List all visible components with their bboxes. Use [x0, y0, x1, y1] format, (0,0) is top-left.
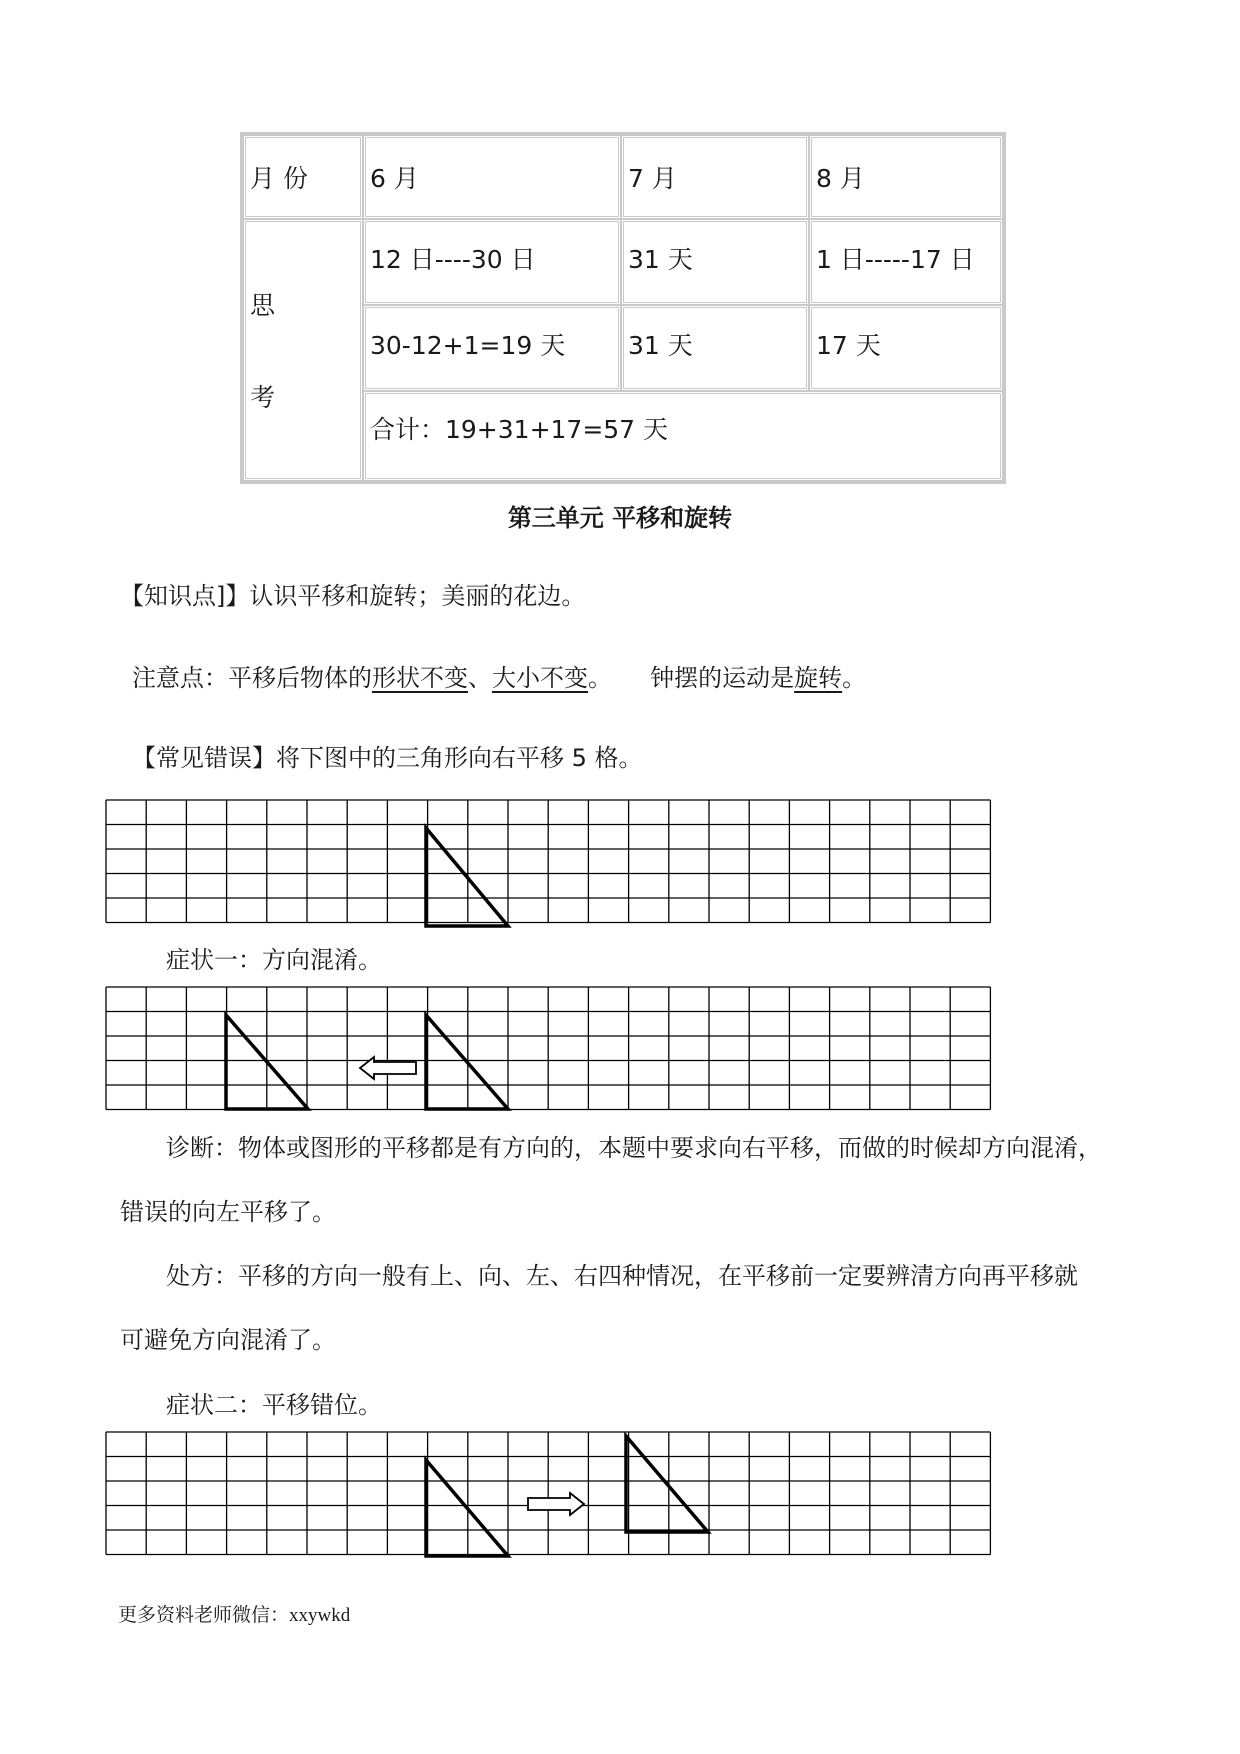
section-title: 第三单元 平移和旋转: [507, 504, 733, 532]
table-header-cell: [363, 135, 621, 219]
grid-lines: [106, 1432, 990, 1555]
triangle-shape: [626, 1436, 708, 1532]
header-label-month: 月 份: [250, 164, 308, 193]
table-cell: [621, 219, 809, 305]
note-prefix: 注意点：平移后物体的: [132, 664, 372, 692]
note-underlined-size: 大小不变: [492, 664, 588, 692]
table-total-cell: [363, 391, 1003, 481]
days-june: 30-12+1=19 天: [370, 331, 566, 360]
month-table: [240, 132, 1006, 484]
prescription-line-1: 处方：平移的方向一般有上、向、左、右四种情况，在平移前一定要辨清方向再平移就: [166, 1262, 1078, 1290]
row-label-char: 考: [250, 383, 276, 412]
table-cell: [363, 219, 621, 305]
grid-symptom-two: [106, 1432, 992, 1562]
table-cell: [363, 305, 621, 391]
grid-symptom-one: [106, 987, 992, 1117]
diagnosis-line-2: 错误的向左平移了。: [120, 1198, 336, 1226]
header-label-august: 8 月: [816, 164, 865, 193]
note-separator: 、: [468, 664, 492, 692]
table-cell: [809, 305, 1003, 391]
total-days: 合计：19+31+17=57 天: [370, 415, 669, 444]
table-header-cell: [243, 135, 363, 219]
grid-lines: [106, 987, 990, 1110]
symptom-two: 症状二：平移错位。: [166, 1391, 382, 1419]
diagnosis-line-1: 诊断：物体或图形的平移都是有方向的，本题中要求向右平移，而做的时候却方向混淆，: [166, 1134, 1102, 1162]
grid-original-triangle: [106, 800, 992, 930]
note-underlined-rotation: 旋转: [794, 664, 843, 692]
table-cell: [621, 305, 809, 391]
range-july: 31 天: [628, 245, 693, 274]
note-line: [132, 658, 866, 693]
header-label-june: 6 月: [370, 164, 419, 193]
triangle-shape: [426, 1460, 508, 1556]
symptom-one: 症状一：方向混淆。: [166, 946, 382, 974]
table-header-cell: [809, 135, 1003, 219]
prescription-line-2: 可避免方向混淆了。: [120, 1326, 336, 1354]
row-label-cell: [243, 219, 363, 481]
grid-lines: [106, 800, 990, 923]
days-july: 31 天: [628, 331, 693, 360]
table-cell: [809, 219, 1003, 305]
triangle-shape: [426, 828, 508, 926]
days-august: 17 天: [816, 331, 881, 360]
range-june: 12 日----30 日: [370, 245, 536, 274]
range-august: 1 日-----17 日: [816, 245, 975, 274]
triangle-shape: [426, 1015, 508, 1109]
row-label-char: 思: [250, 291, 276, 320]
footer-note: 更多资料老师微信：xxywkd: [118, 1605, 351, 1626]
knowledge-points: 【知识点]】认识平移和旋转；美丽的花边。: [120, 582, 586, 610]
note-end: 。: [842, 664, 867, 692]
note-middle: 。 钟摆的运动是: [588, 664, 795, 692]
arrow-right-icon: [528, 1493, 584, 1515]
header-label-july: 7 月: [628, 164, 677, 193]
common-error-heading: 【常见错误】将下图中的三角形向右平移 5 格。: [132, 744, 643, 772]
note-underlined-shape: 形状不变: [372, 664, 468, 692]
table-header-cell: [621, 135, 809, 219]
